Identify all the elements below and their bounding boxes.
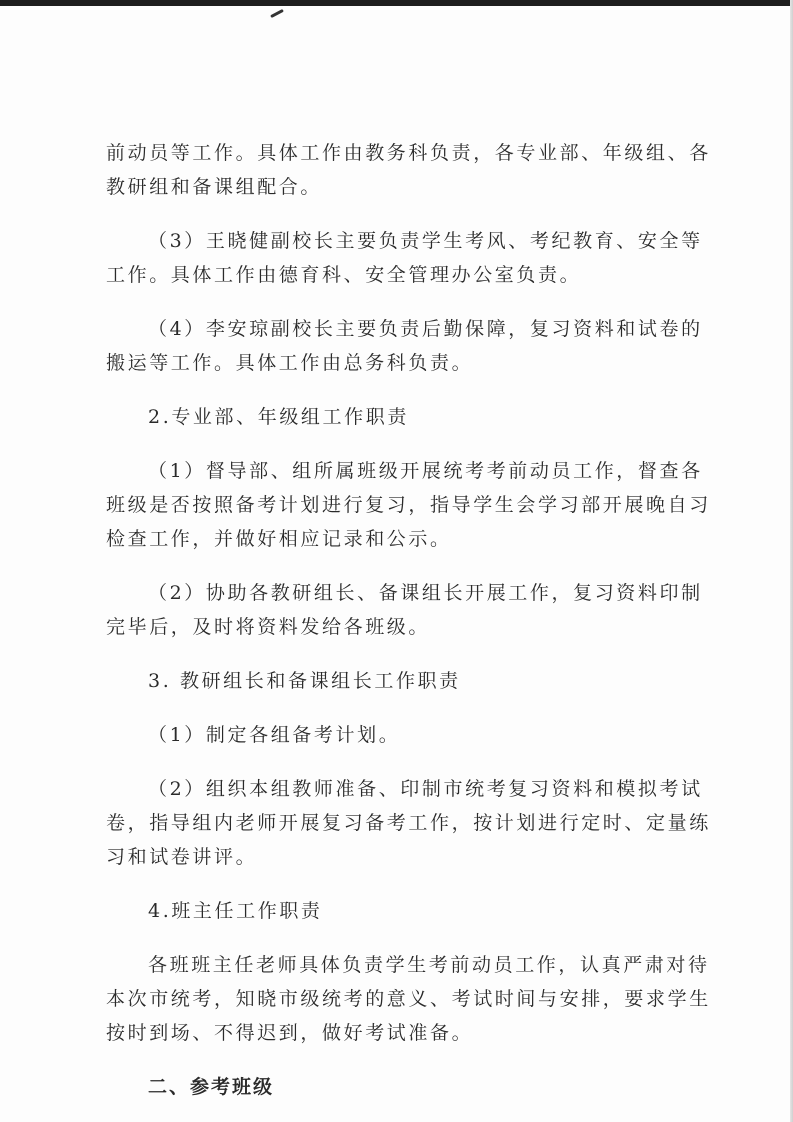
text-line: 3. 教研组长和备课组长工作职责 xyxy=(148,670,461,692)
text-line: 4.班主任工作职责 xyxy=(148,900,323,922)
paragraph xyxy=(106,664,696,698)
scan-mark xyxy=(270,9,284,18)
paragraph xyxy=(106,136,711,204)
section-heading: 二、参考班级 xyxy=(148,1076,275,1098)
text-line: （3）王晓健副校长主要负责学生考风、考纪教育、安全等 xyxy=(148,230,703,252)
paragraph-gap xyxy=(106,380,696,400)
scan-edge-top xyxy=(0,0,793,6)
paragraph-gap xyxy=(106,928,696,948)
paragraph xyxy=(106,312,703,380)
text-line: 教研组和备课组配合。 xyxy=(106,176,323,198)
text-line: 搬运等工作。具体工作由总务科负责。 xyxy=(106,352,474,374)
paragraph xyxy=(106,454,711,556)
paragraph xyxy=(106,718,696,752)
document-body xyxy=(106,136,711,1104)
paragraph-gap xyxy=(106,292,696,312)
paragraph xyxy=(106,224,703,292)
paragraph-gap xyxy=(106,204,696,224)
text-line: （4）李安琼副校长主要负责后勤保障，复习资料和试卷的 xyxy=(148,318,703,340)
text-line: 本次市统考，知晓市级统考的意义、考试时间与安排，要求学生 xyxy=(106,988,711,1010)
paragraph-gap xyxy=(106,434,696,454)
text-line: 完毕后，及时将资料发给各班级。 xyxy=(106,616,431,638)
paragraph xyxy=(106,576,703,644)
paragraph xyxy=(106,948,711,1050)
text-line: 班级是否按照备考计划进行复习，指导学生会学习部开展晚自习 xyxy=(106,494,711,516)
paragraph-gap xyxy=(106,556,696,576)
paragraph-gap xyxy=(106,1050,696,1070)
paragraph xyxy=(106,1070,696,1104)
text-line: 检查工作，并做好相应记录和公示。 xyxy=(106,528,452,550)
text-line: 2.专业部、年级组工作职责 xyxy=(148,406,409,428)
text-line: 习和试卷讲评。 xyxy=(106,846,258,868)
text-line: 工作。具体工作由德育科、安全管理办公室负责。 xyxy=(106,264,582,286)
text-line: （1）制定各组备考计划。 xyxy=(148,724,401,746)
text-line: （1）督导部、组所属班级开展统考考前动员工作，督查各 xyxy=(148,460,703,482)
paragraph xyxy=(106,772,711,874)
paragraph-gap xyxy=(106,644,696,664)
text-line: （2）组织本组教师准备、印制市统考复习资料和模拟考试 xyxy=(148,778,703,800)
paragraph xyxy=(106,400,696,434)
text-line: （2）协助各教研组长、备课组长开展工作，复习资料印制 xyxy=(148,582,703,604)
paragraph-gap xyxy=(106,874,696,894)
text-line: 前动员等工作。具体工作由教务科负责，各专业部、年级组、各 xyxy=(106,142,711,164)
text-line: 各班班主任老师具体负责学生考前动员工作，认真严肃对待 xyxy=(148,954,710,976)
paragraph-gap xyxy=(106,752,696,772)
paragraph-gap xyxy=(106,698,696,718)
text-line: 按时到场、不得迟到，做好考试准备。 xyxy=(106,1022,474,1044)
paragraph xyxy=(106,894,696,928)
text-line: 卷，指导组内老师开展复习备考工作，按计划进行定时、定量练 xyxy=(106,812,711,834)
